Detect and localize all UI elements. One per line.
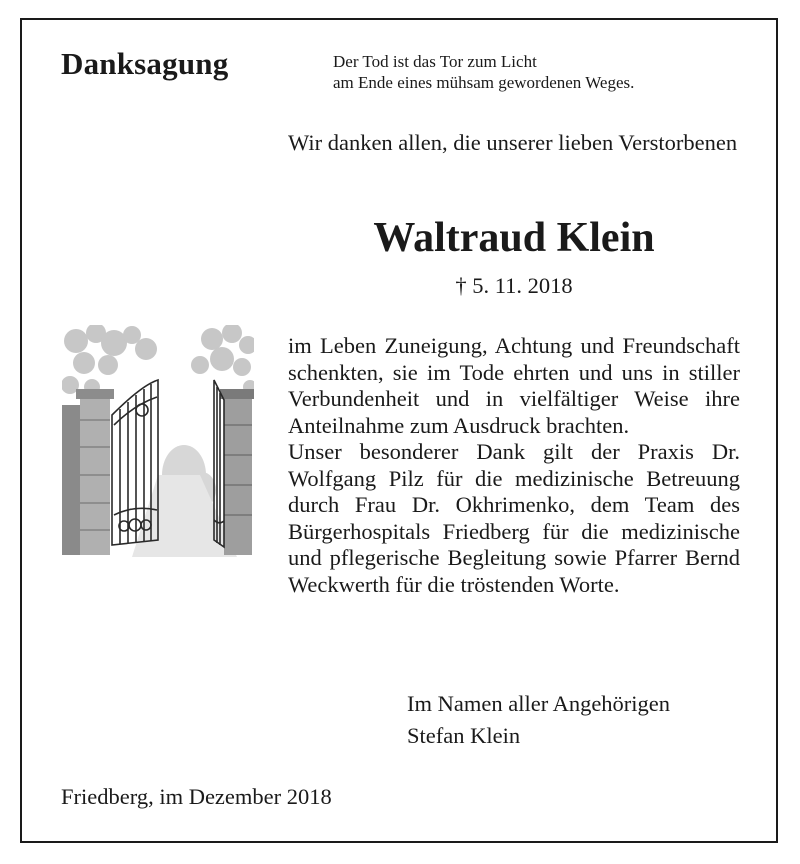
- paragraph-special-thanks: Unser besonderer Dank gilt der Praxis Dr. Wolfgang Pilz für die medizinische Betreuung durch Frau Dr. Okhrimenko, dem Team des Bürgerhospitals Friedberg für die medizinische und pflegerische Begleitung sowie Pfarrer Bernd Weckwerth für die tröstenden Worte.: [288, 439, 740, 597]
- notice-heading: Danksagung: [61, 46, 229, 81]
- deceased-name: Waltraud Klein: [373, 215, 655, 261]
- signature-name: Stefan Klein: [407, 723, 521, 748]
- motto: [333, 51, 634, 93]
- open-garden-gate-icon: [62, 325, 254, 557]
- paragraph-acknowledgement: im Leben Zuneigung, Achtung und Freundschaft schenkten, sie im Tode ehrten und uns in stiller Verbundenheit und in vielfältiger Weise ihre Anteilnahme zum Ausdruck brachten.: [288, 333, 740, 438]
- death-date: † 5. 11. 2018: [455, 273, 573, 298]
- signature-line-1: Im Namen aller Angehörigen: [407, 691, 671, 716]
- thanks-body: [288, 333, 740, 598]
- motto-line-2: am Ende eines mühsam gewordenen Weges.: [333, 73, 635, 92]
- signature-block: [407, 688, 670, 752]
- intro-text: Wir danken allen, die unserer lieben Verstorbenen: [288, 130, 738, 155]
- motto-line-1: Der Tod ist das Tor zum Licht: [333, 52, 537, 71]
- place-and-date: Friedberg, im Dezember 2018: [61, 784, 332, 809]
